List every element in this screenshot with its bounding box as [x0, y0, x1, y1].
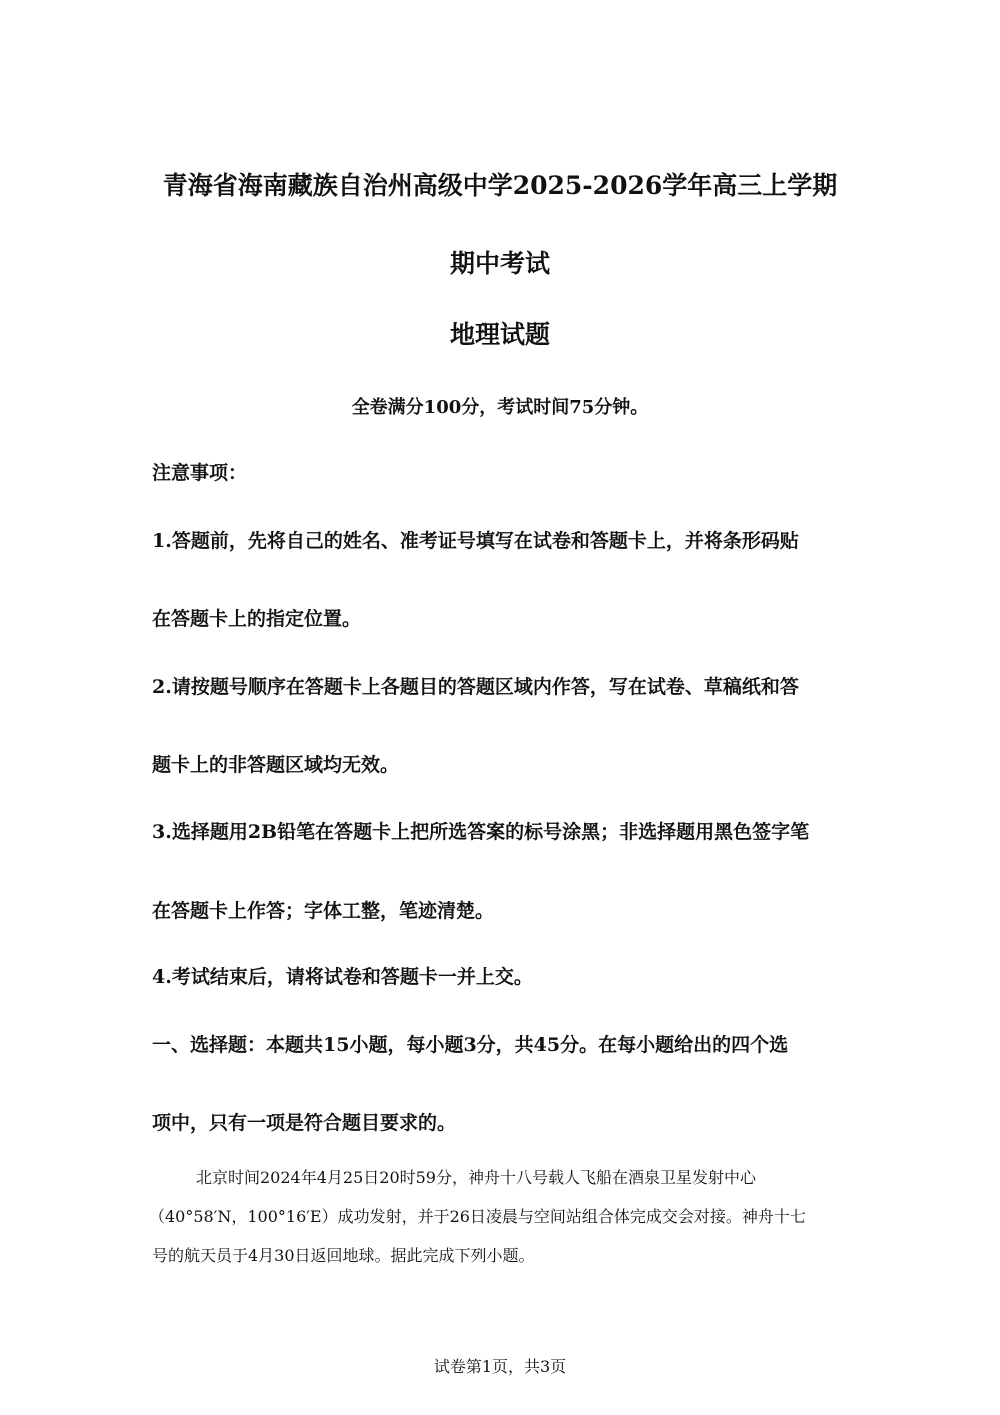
notice-item-3b: 在答题卡上作答；字体工整，笔迹清楚。	[152, 900, 495, 922]
exam-info: 全卷满分100分，考试时间75分钟。	[351, 397, 649, 418]
notice-item-3a: 3.选择题用2B铅笔在答题卡上把所选答案的标号涂黑；非选择题用黑色签字笔	[152, 821, 810, 843]
subject-title: 地理试题	[449, 320, 550, 349]
notice-item-2b: 题卡上的非答题区域均无效。	[152, 754, 400, 776]
page-footer: 试卷第1页，共3页	[433, 1357, 567, 1376]
notice-item-1b: 在答题卡上的指定位置。	[152, 608, 362, 630]
notice-item-4: 4.考试结束后，请将试卷和答题卡一并上交。	[152, 966, 533, 988]
notice-item-2a: 2.请按题号顺序在答题卡上各题目的答题区域内作答，写在试卷、草稿纸和答	[152, 676, 799, 698]
notice-item-1a: 1.答题前，先将自己的姓名、准考证号填写在试卷和答题卡上，并将条形码贴	[152, 530, 799, 552]
passage-line-3: 号的航天员于4月30日返回地球。据此完成下列小题。	[152, 1246, 535, 1265]
exam-title-line2: 期中考试	[449, 249, 550, 278]
passage-line-1: 北京时间2024年4月25日20时59分，神舟十八号载人飞船在酒泉卫星发射中心	[196, 1168, 756, 1187]
notice-heading: 注意事项：	[152, 462, 248, 484]
exam-title-line1: 青海省海南藏族自治州高级中学2025-2026学年高三上学期	[162, 171, 838, 200]
section-heading-line1: 一、选择题：本题共15小题，每小题3分，共45分。在每小题给出的四个选	[152, 1034, 789, 1056]
section-heading-line2: 项中，只有一项是符合题目要求的。	[152, 1112, 457, 1134]
passage-line-2: （40°58′N，100°16′E）成功发射，并于26日凌晨与空间站组合体完成交会对接。神舟十七	[149, 1207, 806, 1226]
